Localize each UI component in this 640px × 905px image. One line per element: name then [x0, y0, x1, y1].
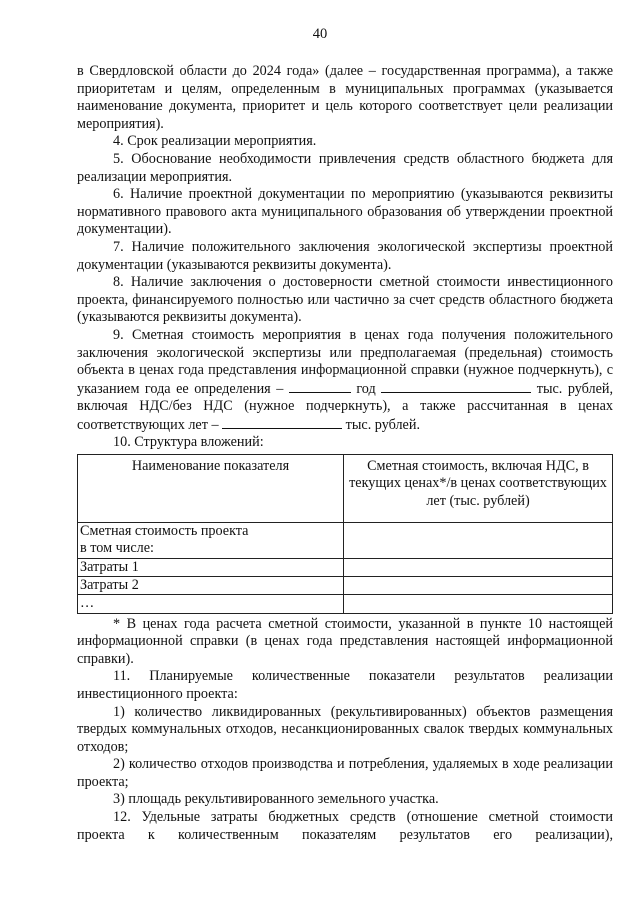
- cost-by-years-blank-line: [222, 416, 342, 429]
- table-cell-label: …: [78, 595, 344, 613]
- table-header-row: [78, 455, 613, 523]
- table-header-cost: Сметная стоимость, включая НДС, в текущих ценах*/в ценах соответствующих лет (тыс. рублей): [344, 455, 613, 523]
- cost-blank-line: [381, 380, 531, 393]
- paragraph-7: 7. Наличие положительного заключения экологической экспертизы проектной документации (указываются реквизиты документа).: [77, 238, 613, 273]
- table-cell-value: [344, 576, 613, 594]
- investment-structure-table: [77, 454, 613, 613]
- table-cell-value: [344, 595, 613, 613]
- paragraph-9-text-b: год: [356, 380, 376, 397]
- table-footnote: * В ценах года расчета сметной стоимости, указанной в пункте 10 настоящей информационной справки (в ценах года представления настоящей информационной справки).: [77, 615, 613, 667]
- paragraph-9-text-c: тыс. рублей, включая НДС/без НДС (нужное подчеркнуть), а также рассчитанная в ценах соответствующих лет –: [77, 380, 614, 433]
- paragraph-9: [77, 327, 613, 435]
- document-body: [77, 63, 613, 844]
- table-cell-value: [344, 558, 613, 576]
- paragraph-11-item-3: 3) площадь рекультивированного земельного участка.: [113, 791, 439, 808]
- paragraph-11-item-1: 1) количество ликвидированных (рекультивированных) объектов размещения твердых коммунальных отходов, несанкционированных свалок твердых коммунальных отходов;: [77, 703, 613, 755]
- table-row: [78, 595, 613, 613]
- paragraph-continuation: в Свердловской области до 2024 года» (далее – государственная программа), а также приоритетам и целям, определенным в муниципальных программах (указывается наименование документа, приоритет и цель которого соответствует цели реализации мероприятия).: [77, 63, 613, 132]
- paragraph-4: 4. Срок реализации мероприятия.: [113, 133, 317, 150]
- table-cell-label: [78, 523, 344, 559]
- table-cell-label: Затраты 1: [78, 558, 344, 576]
- table-cell-label: Затраты 2: [78, 576, 344, 594]
- paragraph-11-item-2: 2) количество отходов производства и потребления, удаляемых в ходе реализации проекта;: [77, 756, 613, 790]
- table-header-indicator: Наименование показателя: [78, 455, 344, 523]
- table-row: [78, 558, 613, 576]
- year-blank-line: [289, 380, 351, 393]
- paragraph-5: 5. Обоснование необходимости привлечения средств областного бюджета для реализации мероприятия.: [77, 150, 613, 185]
- paragraph-11: 11. Планируемые количественные показатели результатов реализации инвестиционного проекта:: [77, 668, 613, 702]
- paragraph-9-text-d: тыс. рублей.: [345, 416, 420, 433]
- paragraph-12: 12. Удельные затраты бюджетных средств (отношение сметной стоимости проекта к количественным показателям результатов его реализации),: [77, 809, 613, 843]
- paragraph-6: 6. Наличие проектной документации по мероприятию (указываются реквизиты нормативного правового акта муниципального образования об утверждении проектной документации).: [77, 186, 613, 238]
- paragraph-9-text-a: 9. Сметная стоимость мероприятия в ценах года получения положительного заключения экологической экспертизы или предполагаемая (предельная) стоимость объекта в ценах года представления информационной справки (нужное подчеркнуть), с указанием года ее определения –: [77, 326, 613, 397]
- table-cell-label-line1: Сметная стоимость проекта: [80, 523, 249, 540]
- table-row: [78, 523, 613, 559]
- table-row: [78, 576, 613, 594]
- table-cell-value: [344, 523, 613, 559]
- page-number: 40: [312, 26, 328, 42]
- paragraph-8: 8. Наличие заключения о достоверности сметной стоимости инвестиционного проекта, финансируемого полностью или частично за счет средств областного бюджета (указываются реквизиты документа).: [77, 274, 613, 326]
- paragraph-10: 10. Структура вложений:: [113, 434, 264, 451]
- table-cell-label-line2: в том числе:: [80, 540, 154, 557]
